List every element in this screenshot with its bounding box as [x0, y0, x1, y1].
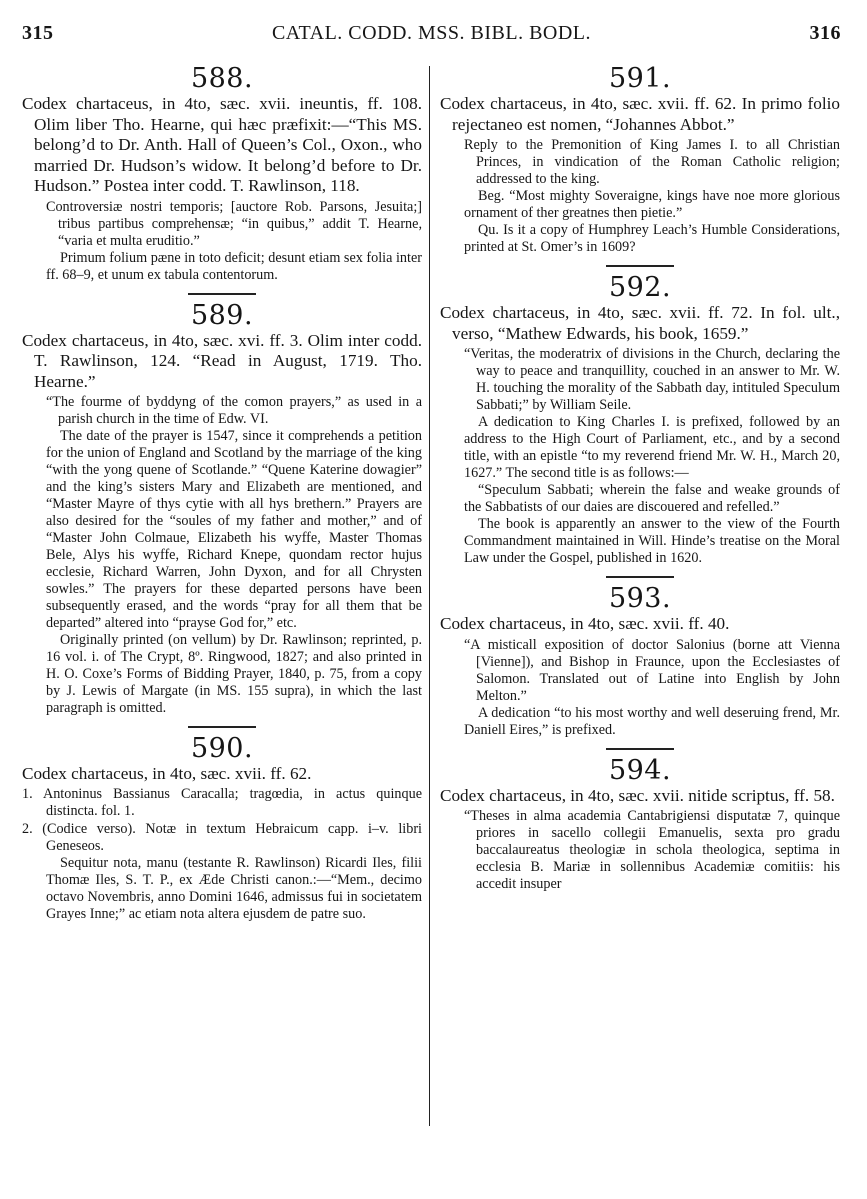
entry-note: Beg. “Most mighty Soveraigne, kings have noe more glorious ornament of ther greatnes then pietie.” [464, 188, 840, 221]
entry-note: The date of the prayer is 1547, since it comprehends a petition for the union of England and Scotland by the marriage of the king “with the yong quene of Scotlande.” “Quene Katerine dowagier” and the king’s sisters Mary and Elizabeth are mentioned, and “Master Mayre of thys cytie with all hys brethern.” Prayers are also desired for the “soules of my father and mother,” and of “Master John Colmaue, Elizabeth his wyffe, Master Thomas Bele, Alys his wyffe, Richard Knepe, quondam rector hujus ecclesie, Richard Warren, John Dyxon, and for all Chrysten sowles.” The prayers for these departed persons have been subsequently erased, and the words “pray for all them that be departed” altered into “prayse God for,” etc. [46, 428, 422, 631]
entry-description: Codex chartaceus, in 4to, sæc. xvii. ff. 62. [22, 764, 312, 783]
entry-separator [606, 576, 674, 578]
entry-number: 588. [190, 63, 254, 94]
entry-separator [606, 265, 674, 267]
entry-contents: “Veritas, the moderatrix of divisions in the Church, declaring the way to peace and tranquillity, couched in an answer to Mr. W. H. touching the morality of the Sabbath day, intituled Speculum Sabbati;” by William Seile. [464, 346, 840, 413]
entry-note: A dedication to King Charles I. is prefixed, followed by an address to the High Court of Parliament, etc., and by a second title, with an epistle “to my reverend friend Mr. W. H., March 20, 1627.” The second title is as follows:— [464, 414, 840, 481]
entry-number: 590. [190, 733, 254, 764]
entry-separator [606, 748, 674, 750]
entry-separator [188, 293, 256, 295]
entry-note: Originally printed (on vellum) by Dr. Rawlinson; reprinted, p. 16 vol. i. of The Crypt, 8º. Ringwood, 1827; and also printed in H. O. Coxe’s Forms of Bidding Prayer, 1840, p. 75, from a copy by J. Lewis of Margate (in MS. 155 supra), in which the last paragraph is omitted. [46, 632, 422, 716]
column-divider [429, 66, 430, 1126]
entry-592 [440, 273, 840, 567]
entry-note: Primum folium pæne in toto deficit; desunt etiam sex folia inter ff. 68–9, et unum ex tabula contentorum. [46, 249, 422, 283]
right-column [440, 64, 840, 893]
left-column [22, 64, 422, 923]
entry-contents: “A misticall exposition of doctor Salonius (borne att Vienna [Vienne]), and Bishop in Fraunce, upon the Ecclesiastes of Salomon. Translated out of Latine into English by John Melton.” [464, 636, 840, 704]
entry-separator [188, 726, 256, 728]
entry-note: A dedication “to his most worthy and well deseruing frend, Mr. Daniell Eires,” is prefixed. [464, 704, 840, 738]
entry-description: Codex chartaceus, in 4to, sæc. xvi. ff. 3. Olim inter codd. T. Rawlinson, 124. “Read in August, 1719. Tho. Hearne.” [22, 330, 422, 391]
entry-description: Codex chartaceus, in 4to, sæc. xvii. ff. 62. In primo folio rejectaneo est nomen, “Johannes Abbot.” [440, 94, 840, 134]
entry-589 [22, 301, 422, 718]
entry-description: Codex chartaceus, in 4to, sæc. xvii. nitide scriptus, ff. 58. [440, 785, 835, 805]
entry-593 [440, 584, 840, 739]
entry-contents: Reply to the Premonition of King James I. to all Christian Princes, in vindication of the Roman Catholic religion; addressed to the king. [464, 137, 840, 187]
page-number-left: 315 [22, 22, 54, 44]
entry-591 [440, 64, 840, 256]
entry-item: 1. Antoninus Bassianus Caracalla; tragœdia, in actus quinque distincta. fol. 1. [22, 785, 422, 819]
entry-number: 591. [608, 63, 672, 94]
entry-number: 593. [608, 583, 672, 614]
entry-item: 2. (Codice verso). Notæ in textum Hebraicum capp. i–v. libri Geneseos. [22, 820, 422, 854]
entry-note: Sequitur nota, manu (testante R. Rawlinson) Ricardi Iles, filii Thomæ Iles, S. T. P., ex Æde Christi canon.:—“Mem., decimo octavo Novembris, anno Domini 1646, admissus fui in societatem Grayes Inne;” ac etiam nota altera ejusdem de patre suo. [46, 854, 422, 922]
entry-588 [22, 64, 422, 284]
entry-contents: Controversiæ nostri temporis; [auctore Rob. Parsons, Jesuita;] tribus partibus comprehensæ; “in quibus,” addit T. Hearne, “varia et multa eruditio.” [46, 198, 422, 249]
entry-contents: “Theses in alma academia Cantabrigiensi disputatæ 7, quinque priores in sacello collegii Emanuelis, sexta pro gradu baccalaureatus theologiæ in schola theologica, septima in ecclesia B. Mariæ in sollennibus Academiæ comitiis: his accedit insuper [464, 808, 840, 892]
entry-description: Codex chartaceus, in 4to, sæc. xvii. ff. 40. [440, 614, 730, 633]
page-number-right: 316 [809, 22, 841, 44]
running-title: CATAL. CODD. MSS. BIBL. BODL. [271, 22, 592, 44]
entry-note: Qu. Is it a copy of Humphrey Leach’s Humble Considerations, printed at St. Omer’s in 1609? [464, 222, 840, 255]
entry-number: 592. [608, 272, 672, 303]
running-header [22, 10, 841, 46]
entry-description: Codex chartaceus, in 4to, sæc. xvii. ineuntis, ff. 108. Olim liber Tho. Hearne, qui hæc præfixit:—“This MS. belong’d to Dr. Anth. Hall of Queen’s Col., Oxon., who married Dr. Hudson’s widow. It belong’d before to Dr. Hudson.” Postea inter codd. T. Rawlinson, 118. [22, 94, 422, 195]
entry-description: Codex chartaceus, in 4to, sæc. xvii. ff. 72. In fol. ult., verso, “Mathew Edwards, his book, 1659.” [440, 303, 840, 343]
entry-number: 594. [608, 754, 672, 786]
entry-594 [440, 756, 840, 894]
entry-note: The book is apparently an answer to the view of the Fourth Commandment maintained in Will. Hinde’s treatise on the Moral Law under the Gospel, published in 1620. [464, 516, 840, 566]
entry-contents: “The fourme of byddyng of the comon prayers,” as used in a parish church in the time of Edw. VI. [46, 394, 422, 427]
entry-note: “Speculum Sabbati; wherein the false and weake grounds of the Sabbatists of our daies are discouered and refelled.” [464, 482, 840, 515]
entry-590 [22, 734, 422, 923]
entry-number: 589. [190, 299, 254, 331]
